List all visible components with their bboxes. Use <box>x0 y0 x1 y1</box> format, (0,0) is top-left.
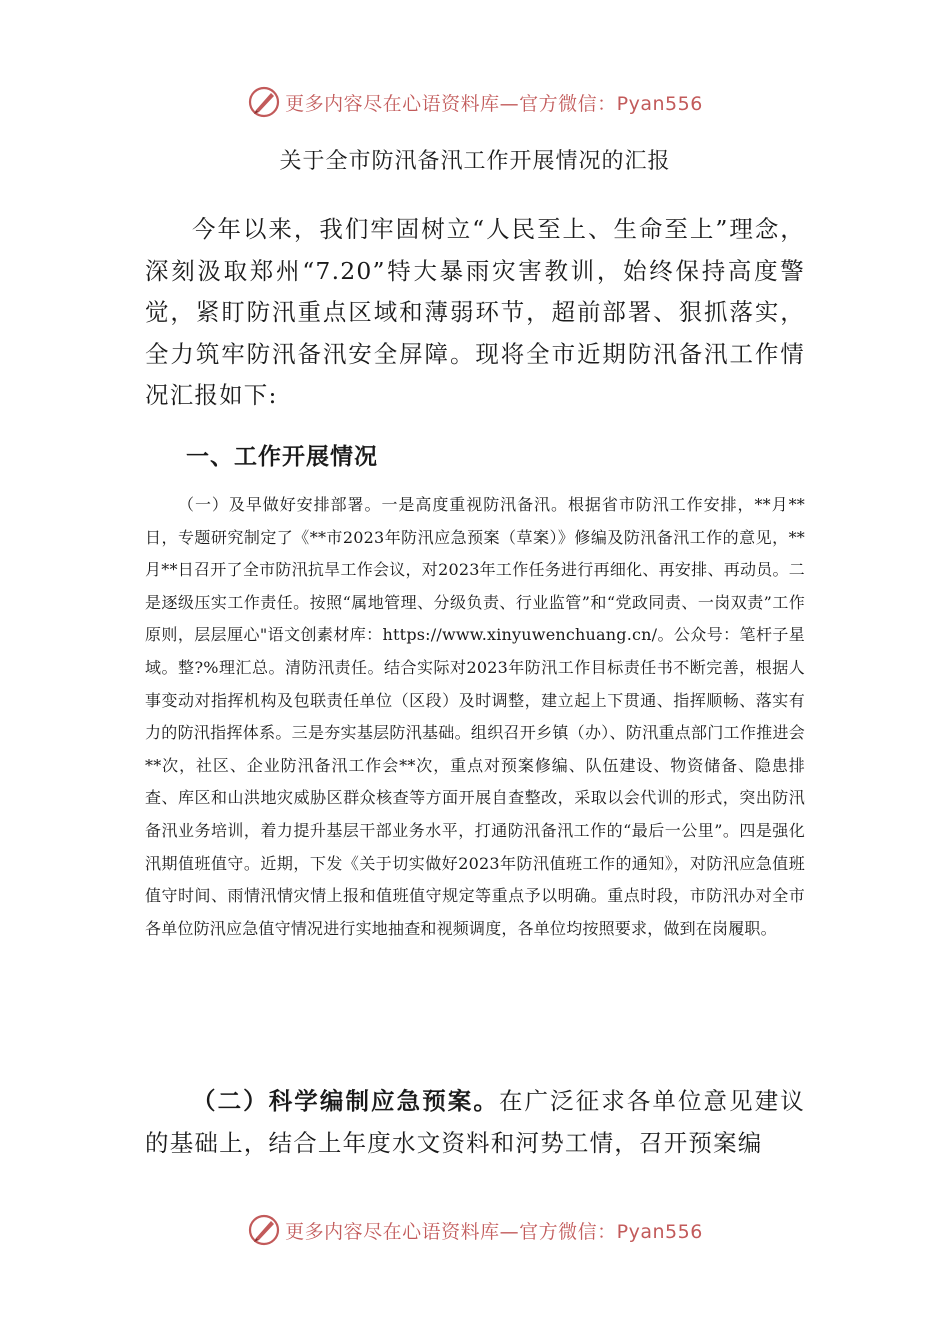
top-watermark-banner <box>0 82 950 122</box>
intro-paragraph: 今年以来，我们牢固树立“人民至上、生命至上”理念，深刻汲取郑州“7.20”特大暴雨灾害教训，始终保持高度警觉，紧盯防汛重点区域和薄弱环节，超前部署、狠抓落实，全力筑牢防汛备汛安全屏障。现将全市近期防汛备汛工作情况汇报如下: <box>145 215 805 409</box>
section-heading: 一、工作开展情况 <box>186 444 378 470</box>
pen-logo-icon <box>247 85 281 119</box>
section-two-body: 在广泛征求各单位意见建议的基础上，结合上年度水文资料和河势工情，召开预案编 <box>145 1087 805 1157</box>
document-title: 关于全市防汛备汛工作开展情况的汇报 <box>279 149 671 174</box>
banner-text: 更多内容尽在心语资料库—官方微信：Pyan556 <box>285 1220 703 1243</box>
section-two-lead: （二）科学编制应急预案。 <box>192 1087 499 1115</box>
bottom-watermark-banner <box>0 1210 950 1250</box>
section-one-paragraph: （一）及早做好安排部署。一是高度重视防汛备汛。根据省市防汛工作安排，**月**日，专题研究制定了《**市2023年防汛应急预案（草案）》修编及防汛备汛工作的意见，**月**日召开了全市防汛抗旱工作会议，对2023年工作任务进行再细化、再安排、再动员。二是逐级压实工作责任。按照“属地管理、分级负责、行业监管”和“党政同责、一岗双责”工作原则，层层厘心"语文创素材库：https://www.xinyuwenchuang.cn/。公众号：笔杆子星域。整?%理汇总。清防汛责任。结合实际对2023年防汛工作目标责任书不断完善，根据人事变动对指挥机构及包联责任单位（区段）及时调整，建立起上下贯通、指挥顺畅、落实有力的防汛指挥体系。三是夯实基层防汛基础。组织召开乡镇（办）、防汛重点部门工作推进会**次，社区、企业防汛备汛工作会**次，重点对预案修编、队伍建设、物资储备、隐患排查、库区和山洪地灾威胁区群众核查等方面开展自查整改，采取以会代训的形式，突出防汛备汛业务培训，着力提升基层干部业务水平，打通防汛备汛工作的“最后一公里”。四是强化汛期值班值守。近期，下发《关于切实做好2023年防汛值班工作的通知》，对防汛应急值班值守时间、雨情汛情灾情上报和值班值守规定等重点予以明确。重点时段，市防汛办对全市各单位防汛应急值守情况进行实地抽查和视频调度，各单位均按照要求，做到在岗履职。 <box>145 495 805 938</box>
section-two-paragraph <box>145 1081 805 1164</box>
banner-text: 更多内容尽在心语资料库—官方微信：Pyan556 <box>285 92 703 115</box>
pen-logo-icon <box>247 1213 281 1247</box>
